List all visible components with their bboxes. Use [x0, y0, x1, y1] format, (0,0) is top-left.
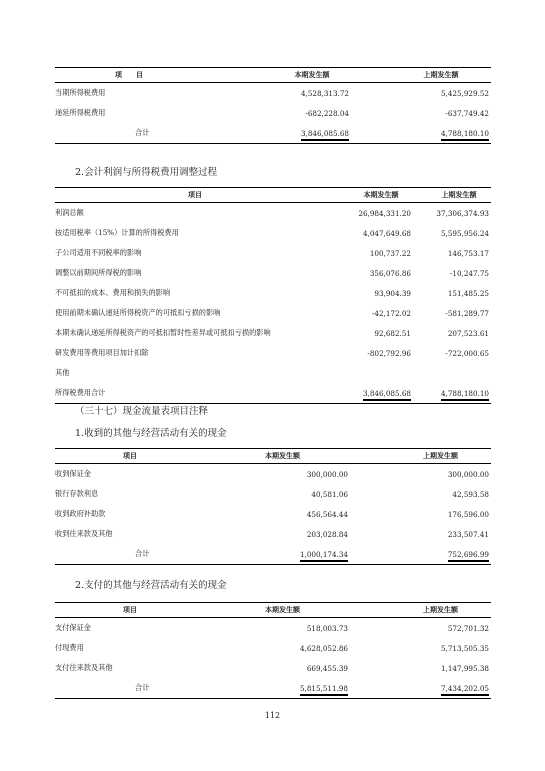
header-current: 本期发生额: [265, 606, 300, 614]
total-row: [55, 383, 491, 404]
row-current: -682,228.04: [305, 108, 349, 118]
header-prior: 上期发生额: [423, 71, 459, 79]
section-heading: （三十七）现金流量表项目注释: [75, 406, 209, 417]
row-current: 203,028.84: [306, 529, 348, 539]
table-row: [55, 323, 491, 343]
table-header-row: [55, 188, 491, 203]
header-item: 项 目: [115, 71, 143, 79]
total-row: [55, 678, 491, 699]
header-prior: 上期发生额: [441, 191, 477, 199]
row-prior: 5,713,505.35: [440, 643, 489, 653]
table-row: [55, 524, 491, 544]
total-current: 3,846,085.68: [363, 389, 411, 401]
total-prior: 752,696.99: [448, 550, 489, 562]
row-current: 456,564.44: [306, 509, 348, 519]
row-name: 收到往来款及其他: [55, 529, 113, 538]
income-tax-expense-table: [55, 67, 491, 144]
row-current: 40,581.06: [311, 489, 348, 499]
section-heading: 2.支付的其他与经营活动有关的现金: [75, 580, 227, 591]
row-current: 669,455.39: [306, 663, 348, 673]
row-name: 其他: [55, 368, 70, 377]
row-name: 研发费用等费用项目加计扣除: [55, 348, 149, 357]
total-current: 3,846,085.68: [301, 129, 349, 141]
row-name: 递延所得税费用: [55, 108, 106, 117]
table-row: [55, 638, 491, 658]
header-current: 本期发生额: [265, 452, 300, 460]
cash-paid-table: [55, 602, 491, 699]
table-header-row: [55, 603, 491, 618]
total-label: 合计: [135, 683, 150, 692]
table-row: [55, 263, 491, 283]
header-prior: 上期发生额: [423, 606, 458, 614]
row-current: -802,792.96: [367, 348, 411, 358]
table-row: [55, 223, 491, 243]
table-row: [55, 103, 491, 123]
row-prior: 5,425,929.52: [440, 88, 489, 98]
row-current: 92,682.51: [374, 328, 411, 338]
table-row: [55, 464, 491, 485]
row-prior: 233,507.41: [447, 529, 489, 539]
row-current: 518,003.73: [306, 623, 348, 633]
row-prior: 5,595,956.24: [440, 228, 489, 238]
row-current: 93,904.39: [374, 288, 411, 298]
header-prior: 上期发生额: [423, 452, 458, 460]
row-prior: 146,753.17: [447, 248, 489, 258]
section-heading: 1.收到的其他与经营活动有关的现金: [75, 428, 227, 439]
table-row: [55, 343, 491, 363]
row-name: 不可抵扣的成本、费用和损失的影响: [55, 288, 171, 297]
total-label: 所得税费用合计: [55, 388, 106, 397]
row-prior: 207,523.61: [447, 328, 489, 338]
table-row: [55, 618, 491, 639]
total-prior: 7,434,202.05: [441, 684, 489, 696]
row-name: 子公司适用不同税率的影响: [55, 248, 142, 257]
section-heading: 2.会计利润与所得税费用调整过程: [75, 167, 218, 178]
total-row: [55, 123, 491, 144]
row-current: -42,172.02: [371, 308, 411, 318]
row-prior: 42,593.58: [452, 489, 489, 499]
row-prior: 1,147,995.38: [440, 663, 489, 673]
row-name: 付现费用: [55, 643, 84, 652]
row-name: 按适用税率（15%）计算的所得税费用: [55, 228, 179, 237]
row-prior: -637,749.42: [445, 108, 489, 118]
table-row: [55, 658, 491, 678]
total-row: [55, 544, 491, 565]
table-row: [55, 303, 491, 323]
row-current: 26,984,331.20: [358, 208, 411, 218]
table-row: [55, 283, 491, 303]
row-prior: 37,306,374.93: [436, 208, 489, 218]
row-name: 收到政府补助款: [55, 509, 106, 518]
row-current: 100,737.22: [369, 248, 411, 258]
row-name: 本期未确认递延所得税资产的可抵扣暂时性差异或可抵扣亏损的影响: [55, 328, 271, 337]
row-prior: -722,000.65: [445, 348, 489, 358]
row-prior: [413, 363, 491, 383]
row-prior: 572,701.32: [447, 623, 489, 633]
total-prior: 4,788,180.10: [441, 129, 489, 141]
table-row: [55, 83, 491, 104]
total-label: 合计: [135, 128, 150, 137]
row-prior: -10,247.75: [449, 268, 489, 278]
row-current: 4,628,052.86: [299, 643, 348, 653]
row-name: 收到保证金: [55, 469, 91, 478]
table-row: [55, 243, 491, 263]
header-current: 本期发生额: [294, 71, 330, 79]
row-name: 银行存款利息: [55, 489, 99, 498]
table-row: [55, 504, 491, 524]
row-current: 4,528,313.72: [300, 88, 349, 98]
total-label: 合计: [135, 549, 150, 558]
row-name: 支付往来款及其他: [55, 663, 113, 672]
tax-reconciliation-table: [55, 187, 491, 404]
row-current: 300,000.00: [306, 469, 348, 479]
page-number: 112: [264, 711, 281, 720]
header-item: 项目: [188, 191, 202, 199]
header-item: 项目: [123, 606, 137, 614]
row-name: 使用前期未确认递延所得税资产的可抵扣亏损的影响: [55, 308, 221, 317]
table-row: [55, 363, 491, 383]
total-current: 1,000,174.34: [300, 550, 348, 562]
table-header-row: [55, 449, 491, 464]
header-item: 项目: [123, 452, 137, 460]
row-current: 4,047,649.68: [362, 228, 411, 238]
row-name: 当期所得税费用: [55, 88, 106, 97]
cash-received-table: [55, 448, 491, 565]
row-name: 调整以前期间所得税的影响: [55, 268, 142, 277]
row-name: 利润总额: [55, 208, 84, 217]
total-prior: 4,788,180.10: [441, 389, 489, 401]
table-header-row: [55, 68, 491, 83]
table-row: [55, 203, 491, 224]
row-prior: 176,596.00: [447, 509, 489, 519]
row-current: [335, 363, 413, 383]
row-name: 支付保证金: [55, 623, 91, 632]
table-row: [55, 484, 491, 504]
header-current: 本期发生额: [363, 191, 399, 199]
row-prior: 300,000.00: [447, 469, 489, 479]
row-current: 356,076.86: [369, 268, 411, 278]
row-prior: 151,485.25: [447, 288, 489, 298]
total-current: 5,815,511.98: [300, 684, 348, 696]
row-prior: -581,289.77: [445, 308, 489, 318]
